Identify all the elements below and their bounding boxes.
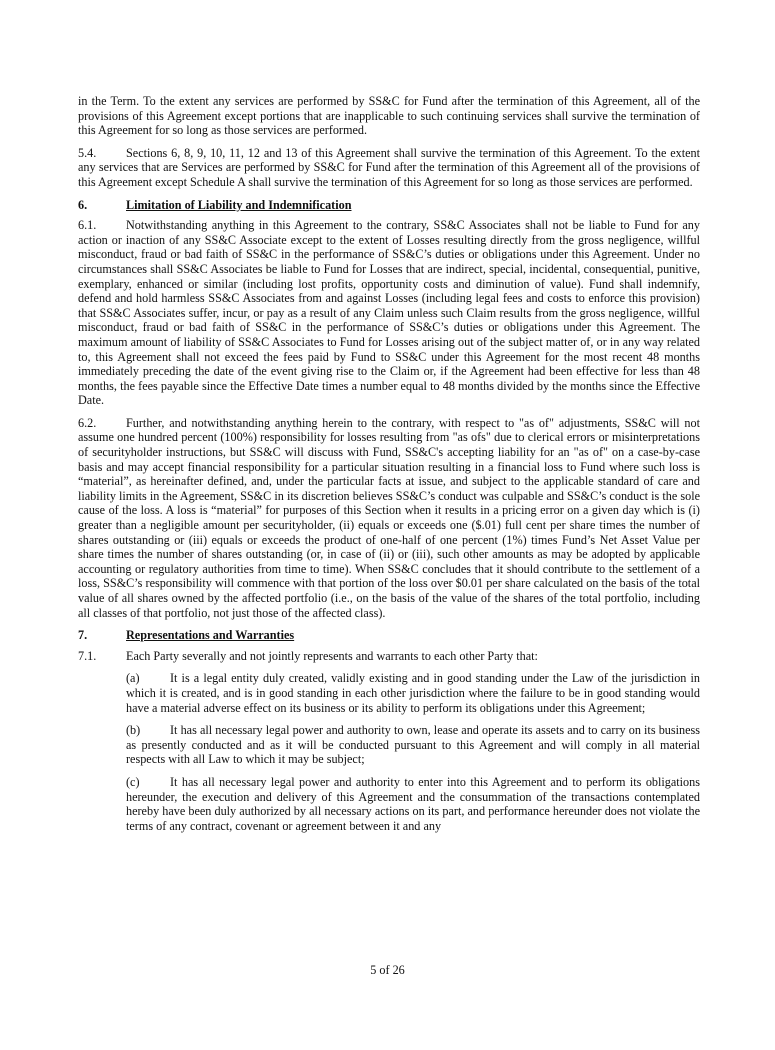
clause-b — [126, 723, 700, 767]
clause-label: (a) — [126, 671, 140, 686]
section-number: 6.1. — [78, 218, 97, 233]
section-7-1 — [78, 649, 700, 664]
section-text: Notwithstanding anything in this Agreement to the contrary, SS&C Associates shall not be liable to Fund for any action or inaction of any SS&C Associate except to the extent of Losses resulting directly from the gross negligence, willful misconduct, fraud or bad faith of SS&C in the performance of SS&C’s duties or obligations under this Agreement. Under no circumstances shall SS&C Associates be liable to Fund for Losses that are indirect, special, incidental, consequential, punitive, exemplary, enhanced or similar (including lost profits, opportunity costs and diminution of value). Fund shall indemnify, defend and hold harmless SS&C Associates from and against Losses (including legal fees and costs to enforce this provision) that SS&C Associates suffer, incur, or pay as a result of any Claim unless such Claim results from the gross negligence, willful misconduct, fraud or bad faith of SS&C in the performance of SS&C’s duties or obligations under this Agreement. The maximum amount of liability of SS&C Associates to Fund for Losses arising out of the subject matter of, or in any way related to, this Agreement shall not exceed the fees paid by Fund to SS&C under this Agreement for the most recent 48 months immediately preceding the date of the event giving rise to the Claim or, if the Agreement had been effective for less than 48 months, the fees payable since the Effective Date times a number equal to 48 months divided by the months since the Effective Date. — [78, 218, 700, 408]
heading-number: 7. — [78, 628, 88, 643]
clause-text: It is a legal entity duly created, validly existing and in good standing under the Law of the jurisdiction in which it is created, and is in good standing in each other jurisdiction where the failure to be in good standing would have a material adverse effect on its business or its ability to perform its obligations under this Agreement; — [126, 671, 700, 715]
heading-section-7 — [78, 628, 700, 643]
section-6-1 — [78, 218, 700, 408]
section-5-4 — [78, 146, 700, 190]
section-number: 7.1. — [78, 648, 97, 663]
section-text: Each Party severally and not jointly represents and warrants to each other Party that: — [126, 648, 538, 663]
heading-title: Representations and Warranties — [126, 628, 295, 643]
section-text: Further, and notwithstanding anything herein to the contrary, with respect to "as of" adjustments, SS&C will not assume one hundred percent (100%) responsibility for losses resulting from "as ofs" due to clerical errors or misinterpretations of securityholder instructions, but SS&C will discuss with Fund, SS&C's accepting liability for an "as of" on a case-by-case basis and may accept financial responsibility for a particular situation resulting in a financial loss to Fund where such loss is “material”, as hereinafter defined, and, under the particular facts at issue, and subject to the applicable standard of care and liability limits in the Agreement, SS&C in its discretion believes SS&C’s conduct was culpable and SS&C’s conduct is the sole cause of the loss. A loss is “material” for purposes of this Section when it results in a pricing error on a given day which is (i) greater than a negligible amount per securityholder, (ii) equals or exceeds one ($.01) full cent per share times the number of shares outstanding or (iii) equals or exceeds the product of one-half of one percent (1%) times Fund’s Net Asset Value per share times the number of shares outstanding (or, in case of (ii) or (iii), such other amounts as may be adopted by applicable accounting or regulatory authorities from time to time). When SS&C concludes that it should contribute to the settlement of a loss, SS&C’s responsibility will commence with that portion of the loss over $0.01 per share calculated on the basis of the total value of all shares owned by the affected portfolio (i.e., on the basis of the value of the shares of the total portfolio, including all classes of that portfolio, not just those of the affected class). — [78, 415, 700, 620]
section-number: 5.4. — [78, 145, 97, 160]
clause-label: (c) — [126, 774, 140, 789]
paragraph-continuation: in the Term. To the extent any services are performed by SS&C for Fund after the termination of this Agreement, all of the provisions of this Agreement except portions that are inapplicable to such continuing services shall survive the termination of this Agreement for so long as those services are performed. — [78, 94, 700, 138]
page-number: 5 of 26 — [370, 963, 405, 977]
section-number: 6.2. — [78, 415, 97, 430]
clause-label: (b) — [126, 723, 141, 738]
section-6-2 — [78, 416, 700, 620]
clause-text: It has all necessary legal power and authority to own, lease and operate its assets and to carry on its business as presently conducted and as it will be conducted pursuant to this Agreement and will comply in all material respects with all Law to which it may be subject; — [126, 723, 700, 767]
clause-c — [126, 775, 700, 833]
heading-number: 6. — [78, 197, 88, 212]
clause-a — [126, 671, 700, 715]
document-page — [78, 94, 700, 841]
section-text: Sections 6, 8, 9, 10, 11, 12 and 13 of this Agreement shall survive the termination of this Agreement. To the extent any services that are Services are performed by SS&C for Fund after the termination of this Agreement all of the provisions of this Agreement except Schedule A shall survive the termination of this Agreement for so long as those services are performed. — [78, 145, 700, 189]
heading-section-6 — [78, 198, 700, 213]
clause-text: It has all necessary legal power and authority to enter into this Agreement and to perform its obligations hereunder, the execution and delivery of this Agreement and the consummation of the transactions contemplated hereby have been duly authorized by all necessary actions on its part, and performance hereunder does not violate the terms of any contract, covenant or agreement between it and any — [126, 774, 700, 833]
heading-title: Limitation of Liability and Indemnification — [126, 197, 352, 212]
